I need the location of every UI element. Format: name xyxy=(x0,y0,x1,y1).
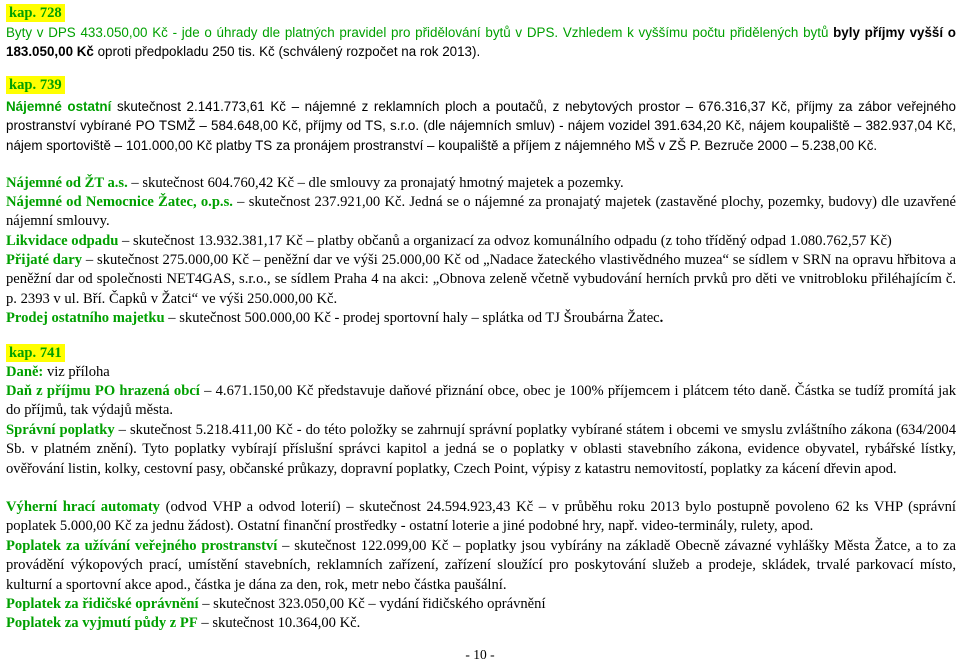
vyjmuti-pudy-label: Poplatek za vyjmutí půdy z PF xyxy=(6,615,198,631)
spravni-poplatky-label: Správní poplatky xyxy=(6,422,115,438)
ridicske-opravneni-text: – skutečnost 323.050,00 Kč – vydání řidičského oprávnění xyxy=(198,596,546,612)
prijate-dary-paragraph xyxy=(6,251,956,309)
kap-741-heading: kap. 741 xyxy=(6,344,65,362)
kap-741-heading-line xyxy=(6,344,956,363)
najemne-ostatni-text: skutečnost 2.141.773,61 Kč – nájemné z reklamních ploch a poutačů, z nebytových prostor – 676.316,37 Kč, příjmy za zábor veřejného prostranství vybírané PO TSMŽ – 584.648,00 Kč, příjmy od TS, s.r.o. (dle nájemních smluv) - nájem vozidel 391.634,20 Kč, nájem koupaliště – 382.937,04 Kč, nájem sportoviště – 101.000,00 Kč platby TS za pronájem prostranství – koupaliště a příjem z nájemného MŠ v ZŠ P. Bezruče 2000 – 5.238,00 Kč. xyxy=(6,99,956,153)
vyherni-automaty-text: (odvod VHP a odvod loterií) – skutečnost 24.594.923,43 Kč – v průběhu roku 2013 bylo postupně povoleno 62 ks VHP (správní poplatek 5.000,00 Kč za jednu žádost). Ostatní finanční prostředky - ostatní loterie a jiné podobné hry, např. video-terminály, rulety, apod. xyxy=(6,499,956,535)
prijate-dary-text: – skutečnost 275.000,00 Kč – peněžní dar ve výši 25.000,00 Kč od „Nadace žateckého vlastivědného muzea“ se sídlem v SRN na opravu hřbitova a peněžní dar od společnosti NET4GAS, s.r.o., se sídlem Praha 4 na akci: „Obnova zeleně včetně vybudování herních prvků pro děti ve vnitrobloku přiléhajícím č. p. 2393 v ul. Bří. Čapků v Žatci“ ve výši 250.000,00 Kč. xyxy=(6,252,956,307)
spravni-poplatky-paragraph xyxy=(6,421,956,479)
ridicske-opravneni-paragraph xyxy=(6,595,956,614)
najemne-nemocnice-text: – skutečnost 237.921,00 Kč. Jedná se o nájemné za pronajatý majetek (zastavěné plochy, pozemky, budovy) dle uzavřené nájemní smlouvy. xyxy=(6,194,956,230)
najemne-ostatni-paragraph xyxy=(6,97,956,155)
ridicske-opravneni-label: Poplatek za řidičské oprávnění xyxy=(6,596,199,612)
vyherni-automaty-label: Výherní hrací automaty xyxy=(6,499,160,515)
likvidace-odpadu-label: Likvidace odpadu xyxy=(6,233,119,249)
dane-paragraph xyxy=(6,363,956,382)
byty-dps-bold: byly příjmy vyšší o 183.050,00 Kč xyxy=(6,25,956,60)
dan-po-label: Daň z příjmu PO hrazená obcí xyxy=(6,383,200,399)
najemne-zt-paragraph xyxy=(6,174,956,193)
najemne-zt-label: Nájemné od ŽT a.s. xyxy=(6,175,128,191)
vyherni-automaty-paragraph xyxy=(6,498,956,537)
prodej-majetku-paragraph xyxy=(6,309,956,328)
prodej-majetku-end: . xyxy=(659,310,664,326)
kap-739-heading-line xyxy=(6,76,956,95)
verejne-prostranstvi-text: – skutečnost 122.099,00 Kč – poplatky jsou vybírány na základě Obecně závazné vyhlášky Města Žatce, a to za provádění výkopových prací, umístění stavebních, reklamních zařízení, zařízení sloužící pro poskytování služeb a prodeje, skládek, trvalé parkovací místo, kulturní a sportovní akce apod., částka je dána za den, rok, metr nebo částka paušální. xyxy=(6,538,956,593)
najemne-nemocnice-paragraph xyxy=(6,193,956,232)
dane-label: Daně: xyxy=(6,364,44,380)
spravni-poplatky-text: – skutečnost 5.218.411,00 Kč - do této položky se zahrnují správní poplatky vybírané státem i obcemi ve smyslu zvláštního zákona (634/2004 Sb. v platném znění). Tyto poplatky vybírají příslušní správci kapitol a jedná se o poplatky v oblasti stavebního zákona, evidence obyvatel, rybářské lístky, ověřování listin, kolky, cestovní pasy, občanské průkazy, dopravní poplatky, Czech Point, výpisy z katastru nemovitostí, poplatky za kácení dřevin apod. xyxy=(6,422,956,477)
page-number: - 10 - xyxy=(465,647,495,662)
prodej-majetku-label: Prodej ostatního majetku xyxy=(6,310,165,326)
verejne-prostranstvi-paragraph xyxy=(6,537,956,595)
byty-dps-text-end: oproti předpokladu 250 tis. Kč (schválený rozpočet na rok 2013). xyxy=(93,44,481,60)
kap-728-heading-line xyxy=(6,4,956,23)
byty-dps-text: Byty v DPS 433.050,00 Kč - jde o úhrady dle platných pravidel pro přidělování bytů v DPS. Vzhledem k vyššímu počtu přidělených bytů xyxy=(6,25,834,40)
verejne-prostranstvi-label: Poplatek za užívání veřejného prostranství xyxy=(6,538,278,554)
likvidace-odpadu-text: – skutečnost 13.932.381,17 Kč – platby občanů a organizací za odvoz komunálního odpadu (z toho tříděný odpad 1.080.762,57 Kč) xyxy=(118,233,892,249)
najemne-zt-text: – skutečnost 604.760,42 Kč – dle smlouvy za pronajatý hmotný majetek a pozemky. xyxy=(127,175,624,191)
vyjmuti-pudy-paragraph xyxy=(6,614,956,633)
kap-739-heading: kap. 739 xyxy=(6,76,65,94)
dan-po-paragraph xyxy=(6,382,956,421)
prijate-dary-label: Přijaté dary xyxy=(6,252,82,268)
najemne-ostatni-label: Nájemné ostatní xyxy=(6,99,112,114)
najemne-nemocnice-label: Nájemné od Nemocnice Žatec, o.p.s. xyxy=(6,194,233,210)
dan-po-text: – 4.671.150,00 Kč představuje daňové přiznání obce, obec je 100% příjemcem i plátcem této daně. Částka se tudíž promítá jak do příjmů, tak výdajů města. xyxy=(6,383,956,419)
likvidace-odpadu-paragraph xyxy=(6,232,956,251)
kap-728-heading: kap. 728 xyxy=(6,4,65,22)
dane-text: viz příloha xyxy=(43,364,110,380)
vyjmuti-pudy-text: – skutečnost 10.364,00 Kč. xyxy=(197,615,361,631)
kap-728-paragraph xyxy=(6,23,956,62)
prodej-majetku-text: – skutečnost 500.000,00 Kč - prodej sportovní haly – splátka od TJ Šroubárna Žatec xyxy=(164,310,660,326)
